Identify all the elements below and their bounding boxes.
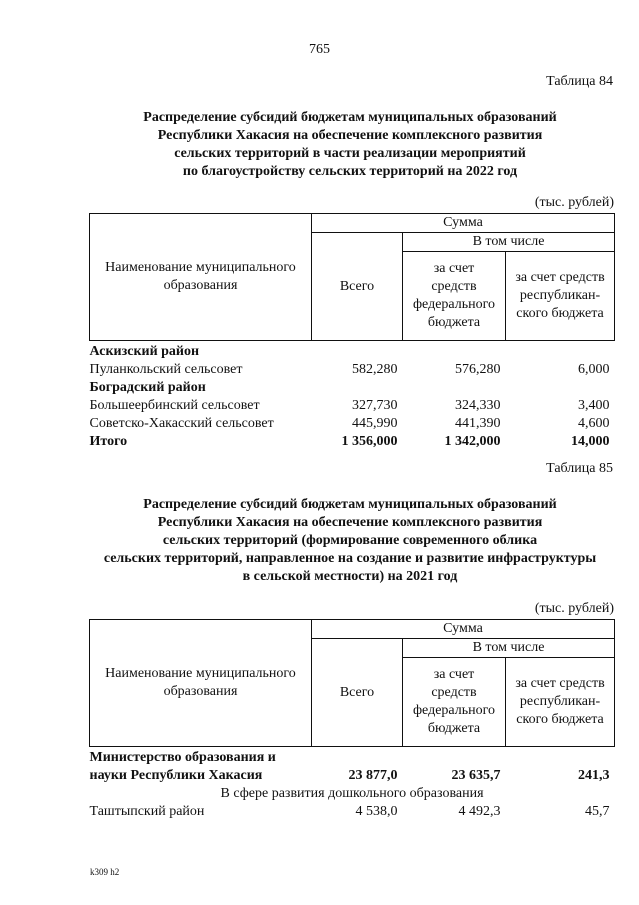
table-row [90, 397, 615, 415]
row-federal: 23 635,7 [451, 768, 501, 783]
header-federal: за счет средств федерального бюджета [403, 658, 506, 747]
header-including: В том числе [403, 233, 615, 252]
row-federal [403, 341, 506, 362]
table-row [90, 433, 615, 451]
row-republic: 3,400 [578, 398, 610, 413]
row-name: Министерство образования и [89, 750, 276, 765]
title-line: сельских территорий в части реализации мероприятий [174, 146, 526, 161]
table-row [90, 379, 615, 397]
row-federal: 4 492,3 [458, 804, 501, 819]
row-total [312, 379, 403, 397]
table-85-label: Таблица 85 [546, 461, 613, 476]
title-line: Республики Хакасия на обеспечение комплексного развития [157, 515, 543, 530]
footer-code: k309 h2 [90, 867, 120, 877]
row-name: Советско-Хакасский сельсовет [89, 416, 274, 431]
row-federal: 1 342,000 [444, 434, 501, 449]
table-row [90, 415, 615, 433]
title-line: сельских территорий, направленное на создание и развитие инфраструктуры [103, 551, 597, 566]
table-84-units: (тыс. рублей) [534, 195, 614, 210]
table-84-label: Таблица 84 [546, 74, 613, 89]
row-republic [506, 379, 615, 397]
row-total: 1 356,000 [341, 434, 398, 449]
title-line: по благоустройству сельских территорий на 2022 год [182, 164, 518, 179]
row-federal: 441,390 [455, 416, 501, 431]
row-name: Пуланкольский сельсовет [89, 362, 243, 377]
row-name: Аскизский район [89, 344, 200, 359]
row-republic [506, 747, 615, 768]
table-row [90, 767, 615, 785]
section-heading: В сфере развития дошкольного образования [220, 786, 484, 801]
table-84 [89, 213, 615, 451]
row-republic [506, 341, 615, 362]
header-sum: Сумма [312, 620, 615, 639]
table-row [90, 785, 615, 803]
table-row [90, 803, 615, 821]
table-85-units: (тыс. рублей) [534, 601, 614, 616]
row-total: 4 538,0 [355, 804, 398, 819]
page-number: 765 [309, 42, 330, 57]
header-federal: за счет средств федерального бюджета [403, 252, 506, 341]
row-total [312, 747, 403, 768]
row-name: Боградский район [89, 380, 206, 395]
table-85 [89, 619, 615, 821]
row-republic: 14,000 [571, 434, 610, 449]
row-name: науки Республики Хакасия [89, 768, 263, 783]
row-name: Итого [89, 434, 128, 449]
row-name: Таштыпский район [89, 804, 205, 819]
row-total: 23 877,0 [348, 768, 398, 783]
header-republic: за счет средств республикан-ского бюджета [506, 658, 615, 747]
row-republic: 6,000 [578, 362, 610, 377]
row-republic: 45,7 [585, 804, 610, 819]
title-line: Распределение субсидий бюджетам муниципальных образований [143, 497, 557, 512]
row-federal [403, 747, 506, 768]
row-federal [403, 379, 506, 397]
title-line: сельских территорий (формирование современного облика [162, 533, 538, 548]
header-total: Всего [312, 233, 403, 341]
header-name: Наименование муниципального образования [90, 214, 312, 341]
row-federal: 576,280 [455, 362, 501, 377]
header-name: Наименование муниципального образования [90, 620, 312, 747]
row-total [312, 341, 403, 362]
table-row [90, 747, 615, 768]
title-line: Распределение субсидий бюджетам муниципальных образований [143, 110, 557, 125]
title-line: в сельской местности) на 2021 год [242, 569, 458, 584]
row-federal: 324,330 [455, 398, 501, 413]
header-sum: Сумма [312, 214, 615, 233]
table-row [90, 341, 615, 362]
header-including: В том числе [403, 639, 615, 658]
title-line: Республики Хакасия на обеспечение комплексного развития [157, 128, 543, 143]
table-85-title [60, 496, 639, 586]
row-total: 327,730 [352, 398, 398, 413]
row-name: Большеербинский сельсовет [89, 398, 260, 413]
row-republic: 4,600 [578, 416, 610, 431]
header-total: Всего [312, 639, 403, 747]
row-total: 582,280 [352, 362, 398, 377]
table-row [90, 361, 615, 379]
table-84-title [60, 109, 639, 181]
row-republic: 241,3 [578, 768, 610, 783]
header-republic: за счет средств республикан-ского бюджета [506, 252, 615, 341]
row-total: 445,990 [352, 416, 398, 431]
